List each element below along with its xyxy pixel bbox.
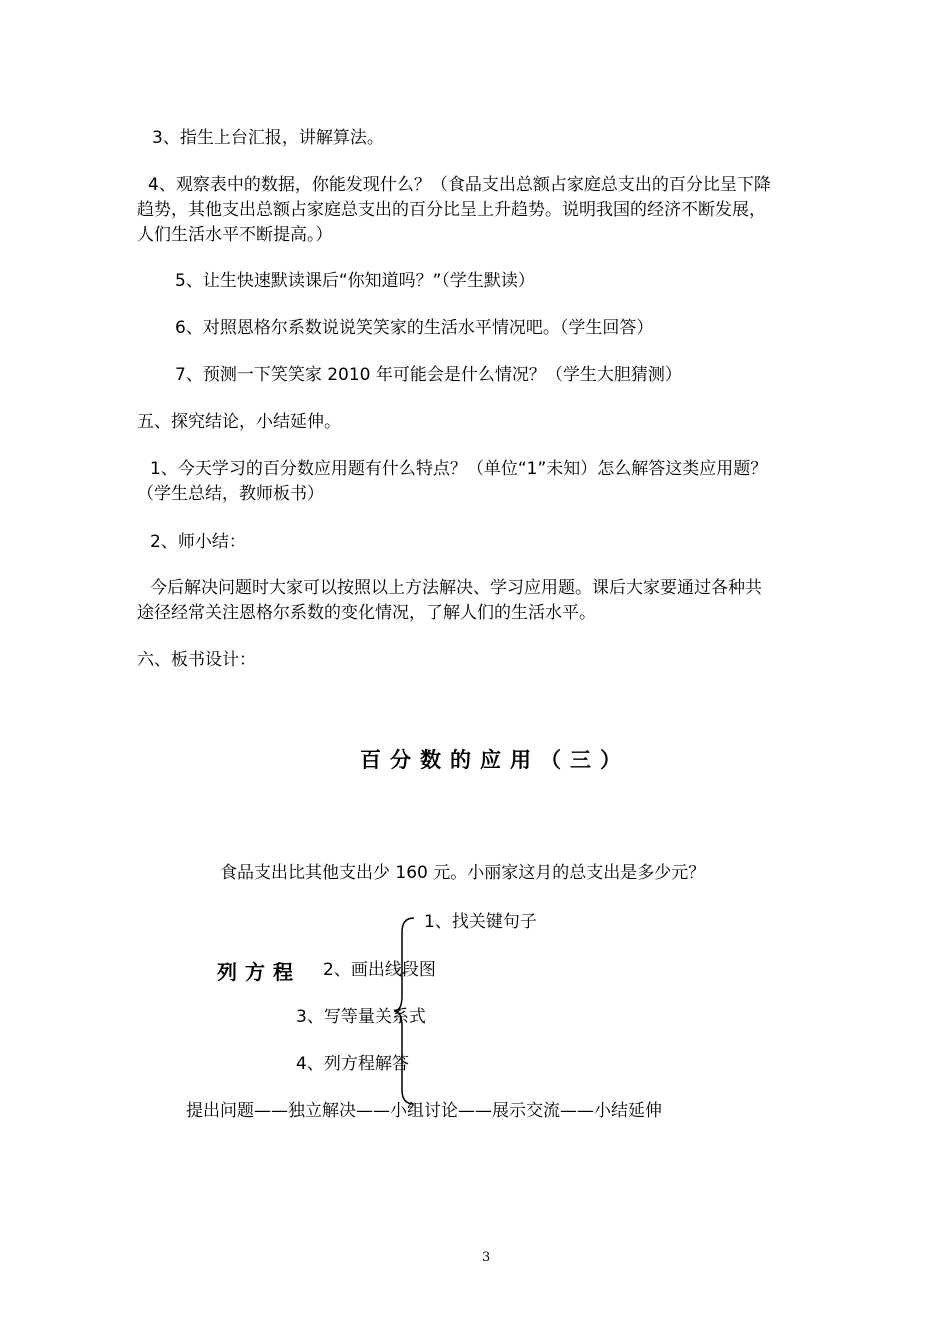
board-step-4: 4、列方程解答: [296, 1054, 409, 1074]
board-flow: 提出问题——独立解决——小组讨论——展示交流——小结延伸: [186, 1101, 662, 1121]
board-step-3: 3、写等量关系式: [296, 1007, 426, 1027]
lesson-step-4-line-2: 趋势，其他支出总额占家庭总支出的百分比呈上升趋势。说明我国的经济不断发展，: [137, 200, 766, 220]
section-5-item-1-line-2: （学生总结，教师板书）: [137, 484, 324, 504]
board-step-1: 1、找关键句子: [424, 912, 537, 932]
section-5-heading: 五、探究结论，小结延伸。: [137, 412, 341, 432]
lesson-step-4-line-1: 4、观察表中的数据，你能发现什么？（食品支出总额占家庭总支出的百分比呈下降: [148, 175, 771, 195]
section-6-heading: 六、板书设计：: [137, 650, 256, 670]
lesson-step-4-line-3: 人们生活水平不断提高。）: [137, 225, 333, 245]
section-5-summary-line-1: 今后解决问题时大家可以按照以上方法解决、学习应用题。课后大家要通过各种共: [150, 578, 762, 598]
section-5-summary-line-2: 途径经常关注恩格尔系数的变化情况，了解人们的生活水平。: [137, 603, 596, 623]
lesson-step-7: 7、预测一下笑笑家 2010 年可能会是什么情况？（学生大胆猜测）: [175, 365, 682, 385]
board-method-label: 列方程: [217, 960, 301, 984]
section-5-item-2: 2、师小结：: [150, 532, 246, 552]
lesson-step-3: 3、指生上台汇报，讲解算法。: [152, 128, 384, 148]
board-title: 百分数的应用（三）: [360, 748, 630, 772]
board-problem: 食品支出比其他支出少 160 元。小丽家这月的总支出是多少元？: [220, 863, 706, 883]
page-number: 3: [482, 1250, 491, 1265]
board-step-2: 2、画出线段图: [323, 960, 436, 980]
section-5-item-1-line-1: 1、今天学习的百分数应用题有什么特点？（单位“1”未知）怎么解答这类应用题？: [150, 459, 768, 479]
lesson-step-5: 5、让生快速默读课后“你知道吗？”（学生默读）: [175, 271, 535, 291]
curly-brace-icon: [392, 916, 418, 1106]
lesson-step-6: 6、对照恩格尔系数说说笑笑家的生活水平情况吧。（学生回答）: [175, 318, 654, 338]
